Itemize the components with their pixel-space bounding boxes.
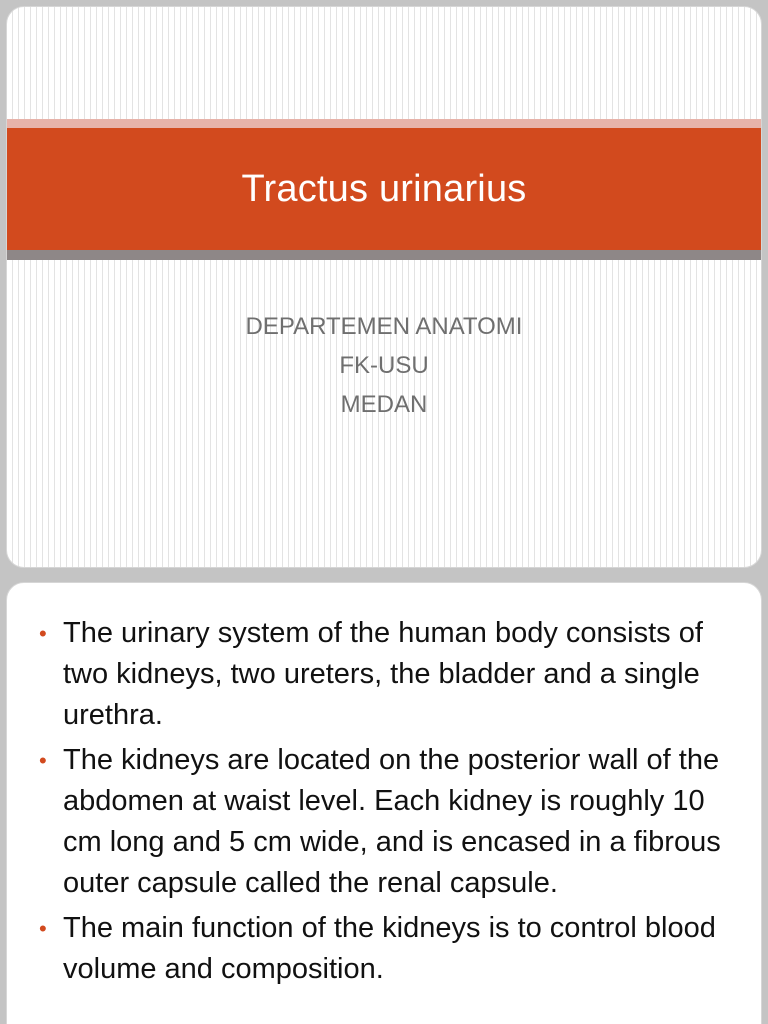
bullet-text: The kidneys are located on the posterior wall of the abdomen at waist level. Each kidney is roughly 10 cm long and 5 cm wide, and is encased in a fibrous outer capsule called the renal capsule. [63, 744, 721, 899]
subtitle-line: FK-USU [339, 352, 429, 379]
subtitle-line: MEDAN [340, 391, 428, 418]
bullet-list [37, 613, 737, 994]
title-slide [6, 6, 762, 568]
accent-strip-top [7, 119, 761, 128]
slide-title: Tractus urinarius [241, 167, 527, 210]
bullet-icon: • [39, 748, 47, 773]
bullet-item [37, 613, 737, 736]
title-band [7, 128, 761, 250]
bullet-icon: • [39, 621, 47, 646]
subtitle-line: DEPARTEMEN ANATOMI [245, 313, 523, 340]
bullet-icon: • [39, 916, 47, 941]
bullet-item [37, 740, 737, 904]
content-slide [6, 582, 762, 1024]
subtitle-block [7, 307, 761, 424]
bullet-text: The urinary system of the human body consists of two kidneys, two ureters, the bladder and a single urethra. [63, 617, 703, 731]
bullet-text: The main function of the kidneys is to control blood volume and composition. [63, 912, 716, 985]
accent-strip-bottom [7, 250, 761, 260]
bullet-item [37, 908, 737, 990]
